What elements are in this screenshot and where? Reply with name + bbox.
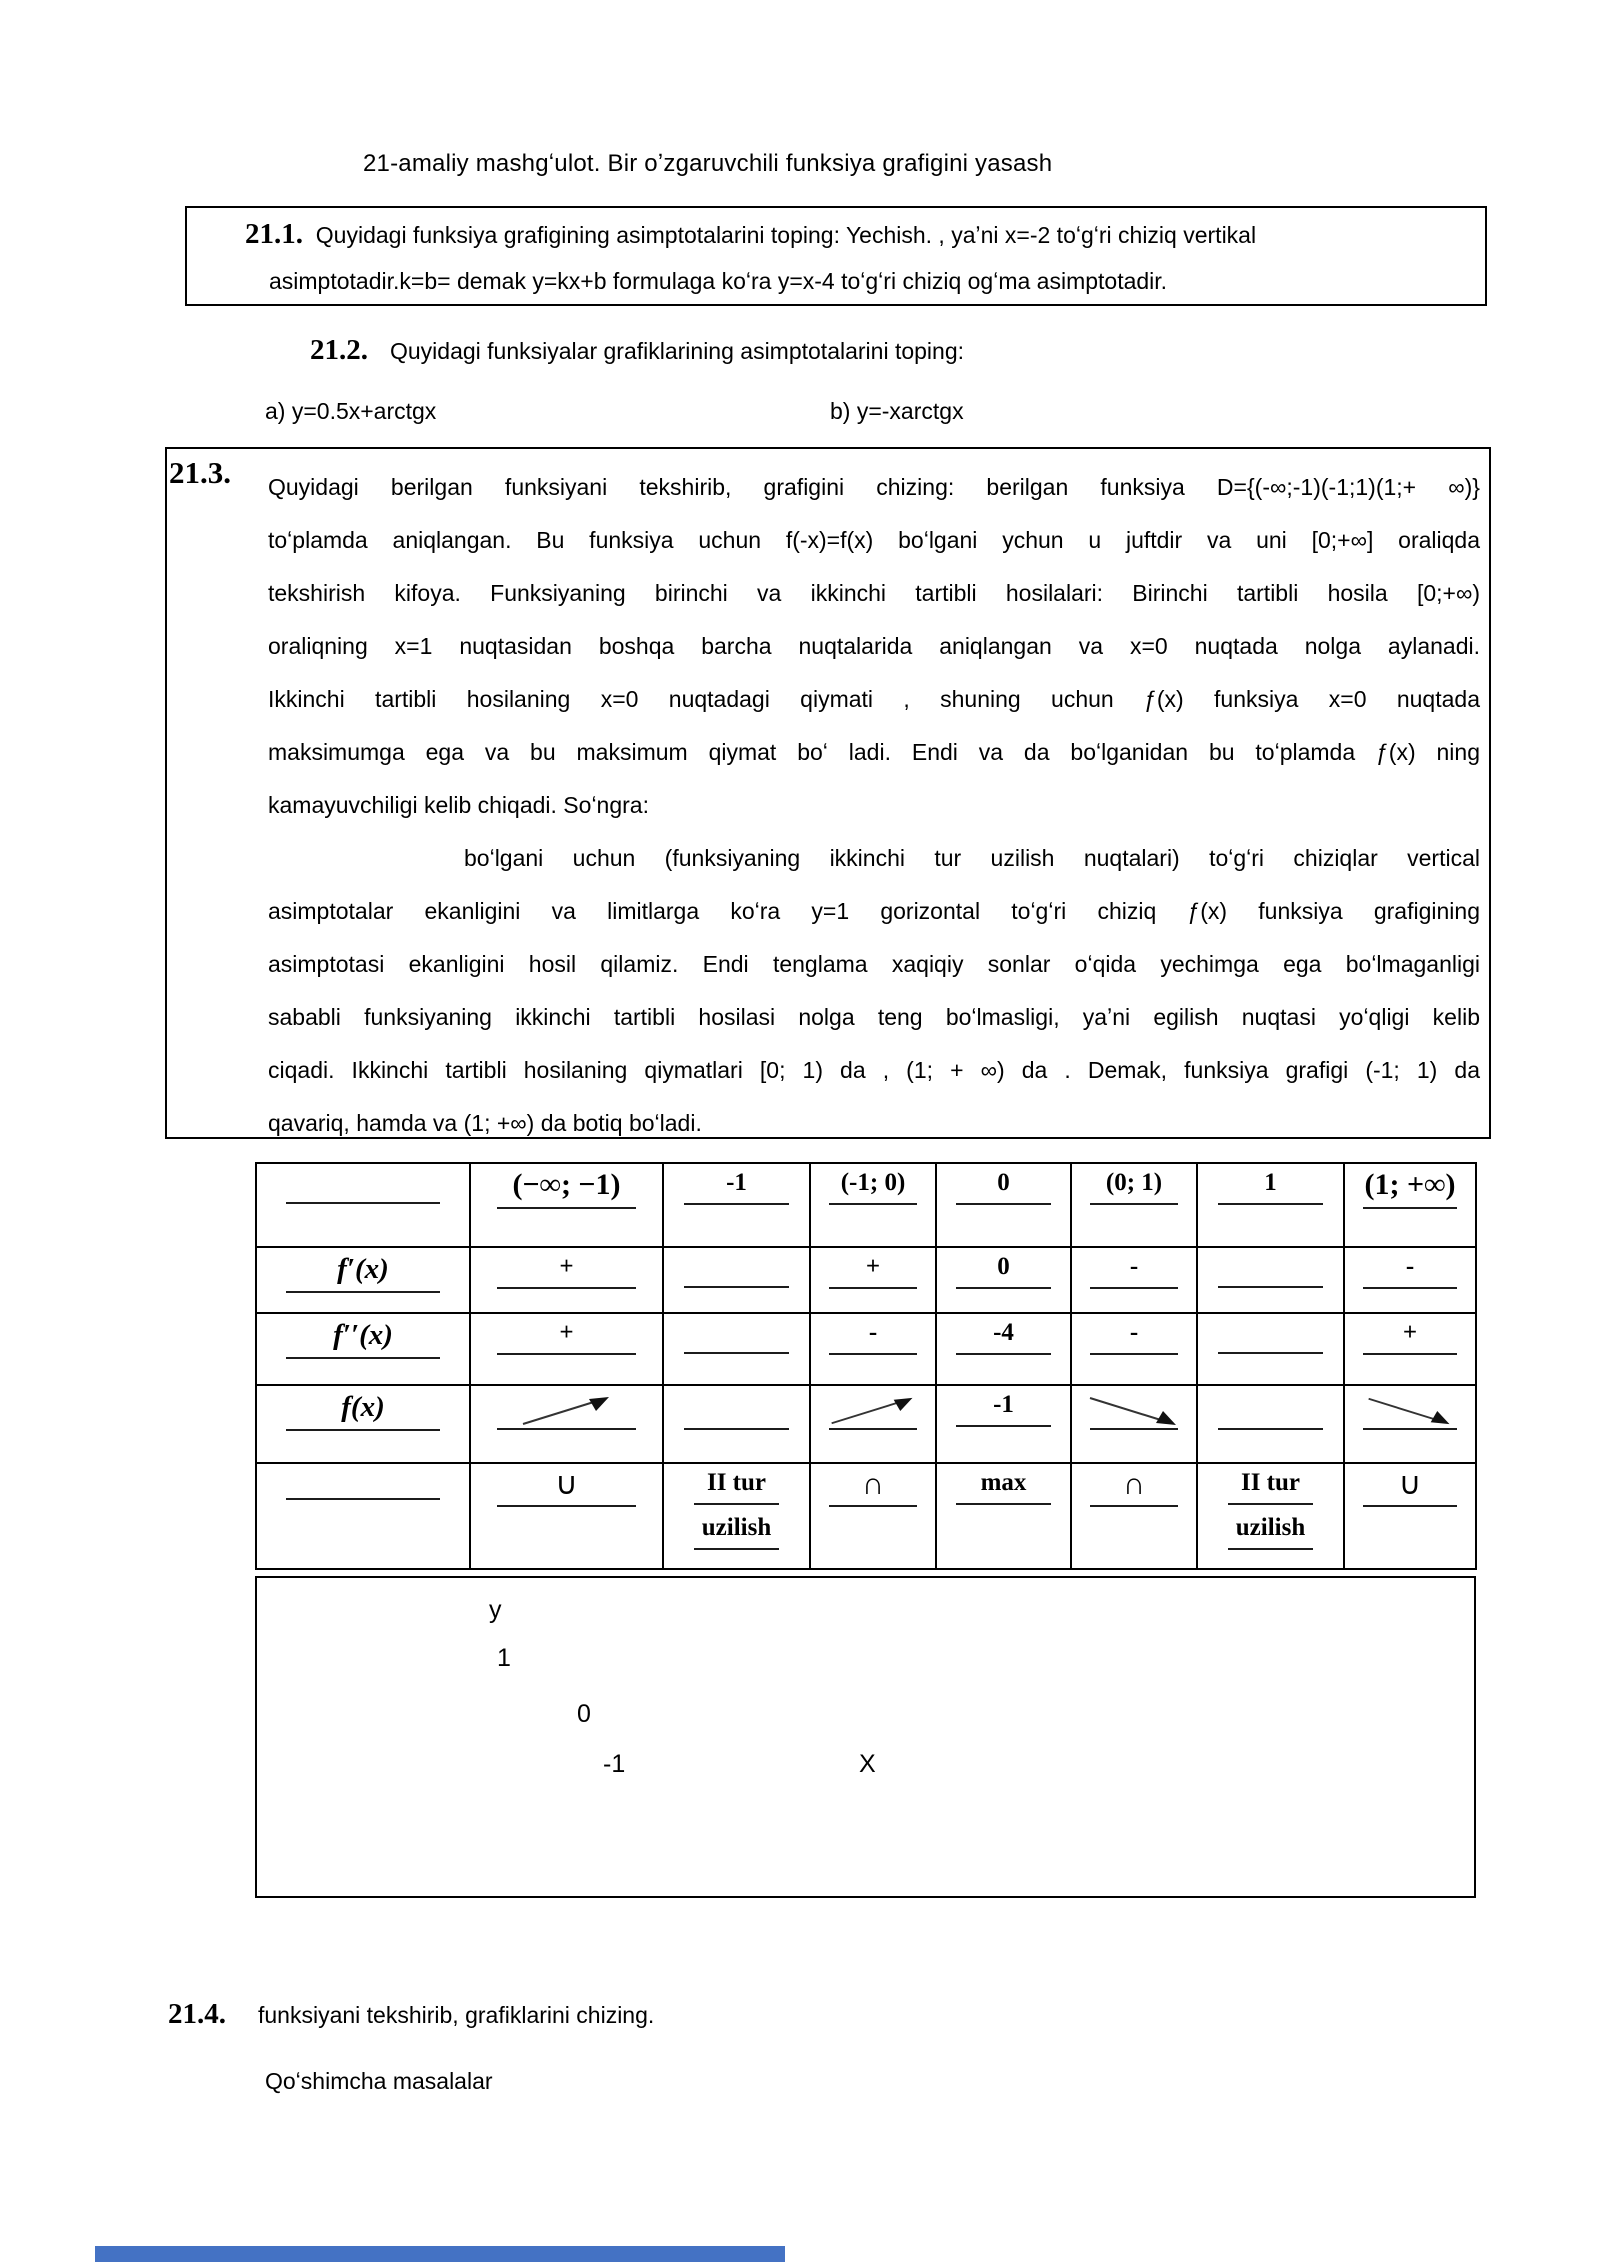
blank-line <box>1363 1428 1456 1430</box>
blank-line <box>286 1202 440 1204</box>
sign-value: + <box>865 1253 881 1280</box>
discontinuity-text: II tur <box>1240 1469 1301 1496</box>
trend-cell <box>663 1385 810 1463</box>
sign-value: + <box>1402 1319 1418 1346</box>
blank-line <box>1363 1505 1456 1507</box>
blank-line <box>1218 1428 1322 1430</box>
row-label: f(x) <box>341 1391 385 1423</box>
discontinuity-text: uzilish <box>1235 1514 1306 1541</box>
header-text: 0 <box>997 1169 1010 1196</box>
concave-up-symbol: ∪ <box>1398 1466 1422 1501</box>
row-label-cell <box>256 1247 470 1313</box>
trend-cell <box>470 1385 663 1463</box>
trend-cell <box>1197 1385 1344 1463</box>
row-label-cell <box>256 1385 470 1463</box>
concavity-cell <box>1071 1463 1197 1569</box>
row-label-cell <box>256 1463 470 1569</box>
paragraph-line: maksimumga ega va bu maksimum qiymat boʻ ladi. Endi va da boʻlganidan bu toʻplamda ƒ(x) ning <box>268 739 1480 765</box>
function-row <box>256 1385 1476 1463</box>
blank-line <box>694 1503 779 1505</box>
blank-line <box>694 1548 779 1550</box>
max-label: max <box>980 1469 1027 1496</box>
trend-cell <box>1071 1385 1197 1463</box>
header-text: (1; +∞) <box>1364 1168 1456 1201</box>
section-21-1-box <box>185 206 1487 306</box>
concave-down-symbol: ∩ <box>861 1466 885 1501</box>
blank-line <box>684 1428 788 1430</box>
sign-cell <box>470 1247 663 1313</box>
header-cell-point <box>936 1163 1071 1247</box>
tick-label-1: 1 <box>497 1644 511 1672</box>
row-label: f′(x) <box>337 1253 389 1285</box>
sign-cell <box>936 1313 1071 1385</box>
blank-line <box>1218 1203 1322 1205</box>
blank-line <box>829 1505 918 1507</box>
paragraph-line: sababli funksiyaning ikkinchi tartibli hosilasi nolga teng boʻlmasligi, yaʼni egilish nuqtasi yoʻqligi kelib <box>268 1004 1480 1030</box>
blank-line <box>497 1287 635 1289</box>
sign-value: - <box>1129 1319 1139 1346</box>
section-21-2-heading <box>310 334 964 367</box>
discontinuity-text: uzilish <box>701 1514 772 1541</box>
blank-line <box>1090 1353 1179 1355</box>
concavity-cell <box>470 1463 663 1569</box>
origin-label: 0 <box>577 1700 591 1728</box>
decreasing-arrow-icon <box>1363 1392 1457 1430</box>
concave-up-symbol: ∪ <box>555 1466 578 1501</box>
blank-line <box>1218 1352 1322 1354</box>
item-a: a) y=0.5x+arctgx <box>265 398 437 424</box>
blank-line <box>684 1352 788 1354</box>
blank-line <box>1363 1353 1456 1355</box>
sign-value: + <box>559 1253 574 1280</box>
sign-cell <box>810 1247 936 1313</box>
header-cell-point <box>1197 1163 1344 1247</box>
function-value: -1 <box>993 1391 1014 1418</box>
second-derivative-row <box>256 1313 1476 1385</box>
blank-line <box>286 1357 440 1359</box>
extremum-cell <box>936 1463 1071 1569</box>
item-b: b) y=-xarctgx <box>830 398 964 424</box>
concavity-cell <box>1344 1463 1476 1569</box>
sign-cell <box>810 1313 936 1385</box>
trend-cell <box>810 1385 936 1463</box>
paragraph-line: tekshirish kifoya. Funksiyaning birinchi va ikkinchi tartibli hosilalari: Birinchi tartibli hosila [0;+∞) <box>268 580 1480 606</box>
section-21-1-line1 <box>245 218 1256 251</box>
sign-value: -4 <box>993 1319 1014 1346</box>
blank-line <box>286 1429 440 1431</box>
y-axis-label: y <box>489 1596 502 1624</box>
section-21-1-line2 <box>269 268 1167 295</box>
section-21-4-text: funksiyani tekshirib, grafiklarini chizing. <box>258 2002 655 2028</box>
concave-down-symbol: ∩ <box>1122 1466 1146 1501</box>
sign-cell <box>470 1313 663 1385</box>
blank-line <box>1228 1503 1313 1505</box>
decreasing-arrow-icon <box>1084 1392 1184 1430</box>
paragraph-line: asimptotalar ekanligini va limitlarga koʻra y=1 gorizontal toʻgʻri chiziq ƒ(x) funksiya grafigining <box>268 898 1480 924</box>
header-text: (-1; 0) <box>840 1169 906 1196</box>
blank-line <box>1363 1207 1456 1209</box>
paragraph-line: kamayuvchiligi kelib chiqadi. Soʻngra: <box>268 792 649 818</box>
sign-cell <box>936 1247 1071 1313</box>
header-cell-interval <box>470 1163 663 1247</box>
sign-cell <box>1344 1247 1476 1313</box>
discontinuity-text: II tur <box>706 1469 767 1496</box>
paragraph-line: Ikkinchi tartibli hosilaning x=0 nuqtadagi qiymati , shuning uchun ƒ(x) funksiya x=0 nuqtada <box>268 686 1480 712</box>
sign-cell <box>1197 1313 1344 1385</box>
selection-highlight-bar <box>95 2246 785 2262</box>
section-21-3-paragraph <box>268 461 1480 1150</box>
section-21-4 <box>168 1998 654 2031</box>
table-header-row <box>256 1163 1476 1247</box>
section-21-2-number: 21.2. <box>310 334 368 366</box>
blank-line <box>1228 1548 1313 1550</box>
blank-line <box>1090 1428 1179 1430</box>
concavity-cell <box>810 1463 936 1569</box>
header-cell-interval <box>1071 1163 1197 1247</box>
sign-cell <box>663 1313 810 1385</box>
section-21-3-box <box>165 447 1491 1139</box>
additional-problems-heading: Qoʻshimcha masalalar <box>265 2068 493 2094</box>
paragraph-line: oraliqning x=1 nuqtasidan boshqa barcha nuqtalarida aniqlangan va x=0 nuqtada nolga aylanadi. <box>268 633 1480 659</box>
blank-line <box>1090 1287 1179 1289</box>
increasing-arrow-icon <box>517 1392 617 1430</box>
blank-line <box>1090 1505 1179 1507</box>
header-cell-interval <box>810 1163 936 1247</box>
sign-value: + <box>559 1319 574 1346</box>
behavior-row <box>256 1463 1476 1569</box>
trend-cell <box>1344 1385 1476 1463</box>
paragraph-line: toʻplamda aniqlangan. Bu funksiya uchun f(-x)=f(x) boʻlgani ychun u juftdir va uni [0;+∞] oraliqda <box>268 527 1480 553</box>
paragraph-line: ciqadi. Ikkinchi tartibli hosilaning qiymatlari [0; 1) da , (1; + ∞) da . Demak, funksiya grafigi (-1; 1) da <box>268 1057 1480 1083</box>
blank-line <box>497 1505 635 1507</box>
header-text: -1 <box>726 1169 747 1196</box>
page-title: 21-amaliy mashgʻulot. Bir oʼzgaruvchili funksiya grafigini yasash <box>363 150 1053 177</box>
tick-label-minus-1: -1 <box>603 1750 626 1778</box>
blank-line <box>286 1498 440 1500</box>
header-text: (0; 1) <box>1105 1169 1163 1196</box>
blank-line <box>497 1207 635 1209</box>
blank-line <box>829 1203 918 1205</box>
blank-line <box>684 1203 788 1205</box>
discontinuity-cell <box>663 1463 810 1569</box>
blank-line <box>956 1503 1051 1505</box>
sign-value: - <box>1129 1253 1139 1280</box>
x-axis-label: X <box>859 1750 876 1778</box>
blank-line <box>1218 1286 1322 1288</box>
first-derivative-row <box>256 1247 1476 1313</box>
sign-cell <box>663 1247 810 1313</box>
blank-line <box>1090 1203 1179 1205</box>
section-21-4-number: 21.4. <box>168 1998 226 2030</box>
row-label: f′′(x) <box>333 1319 393 1351</box>
paragraph-line: Quyidagi berilgan funksiyani tekshirib, grafigini chizing: berilgan funksiya D={(-∞;-1)(-1;1)(1;+ ∞)} <box>268 474 1480 500</box>
sign-value: - <box>1405 1253 1415 1280</box>
header-cell-empty <box>256 1163 470 1247</box>
sign-cell <box>1071 1313 1197 1385</box>
section-21-1-text2: asimptotadir.k=b= demak y=kx+b formulaga koʻra y=x-4 toʻgʻri chiziq ogʻma asimptotadir. <box>269 268 1168 294</box>
blank-line <box>1363 1287 1456 1289</box>
increasing-arrow-icon <box>826 1392 920 1430</box>
sign-cell <box>1344 1313 1476 1385</box>
section-21-3-number: 21.3. <box>169 455 231 490</box>
header-cell-point <box>663 1163 810 1247</box>
blank-line <box>829 1428 918 1430</box>
header-text: 1 <box>1264 1169 1277 1196</box>
section-21-2-text: Quyidagi funksiyalar grafiklarining asimptotalarini toping: <box>390 338 965 364</box>
sign-value: - <box>868 1319 878 1346</box>
section-21-1-number: 21.1. <box>245 218 303 250</box>
blank-line <box>829 1287 918 1289</box>
blank-line <box>956 1425 1051 1427</box>
graph-box <box>255 1576 1476 1898</box>
paragraph-line: qavariq, hamda va (1; +∞) da botiq boʻladi. <box>268 1110 702 1136</box>
blank-line <box>829 1353 918 1355</box>
blank-line <box>684 1286 788 1288</box>
sign-cell <box>1197 1247 1344 1313</box>
header-cell-interval <box>1344 1163 1476 1247</box>
paragraph-line: boʻlgani uchun (funksiyaning ikkinchi tur uzilish nuqtalari) toʻgʻri chiziqlar vertical <box>464 845 1480 871</box>
blank-line <box>497 1428 635 1430</box>
discontinuity-cell <box>1197 1463 1344 1569</box>
blank-line <box>286 1291 440 1293</box>
blank-line <box>497 1353 635 1355</box>
blank-line <box>956 1203 1051 1205</box>
paragraph-line: asimptotasi ekanligini hosil qilamiz. Endi tenglama xaqiqiy sonlar oʻqida yechimga ega boʻlmaganligi <box>268 951 1480 977</box>
sign-cell <box>1071 1247 1197 1313</box>
section-21-1-text1: Quyidagi funksiya grafigining asimptotalarini toping: Yechish. , yaʼni x=-2 toʻgʻri chiziq vertikal <box>315 222 1257 248</box>
blank-line <box>956 1287 1051 1289</box>
function-analysis-table <box>255 1162 1477 1570</box>
header-text: (−∞; −1) <box>512 1168 621 1201</box>
sign-value: 0 <box>997 1253 1010 1280</box>
value-cell <box>936 1385 1071 1463</box>
row-label-cell <box>256 1313 470 1385</box>
blank-line <box>956 1353 1051 1355</box>
